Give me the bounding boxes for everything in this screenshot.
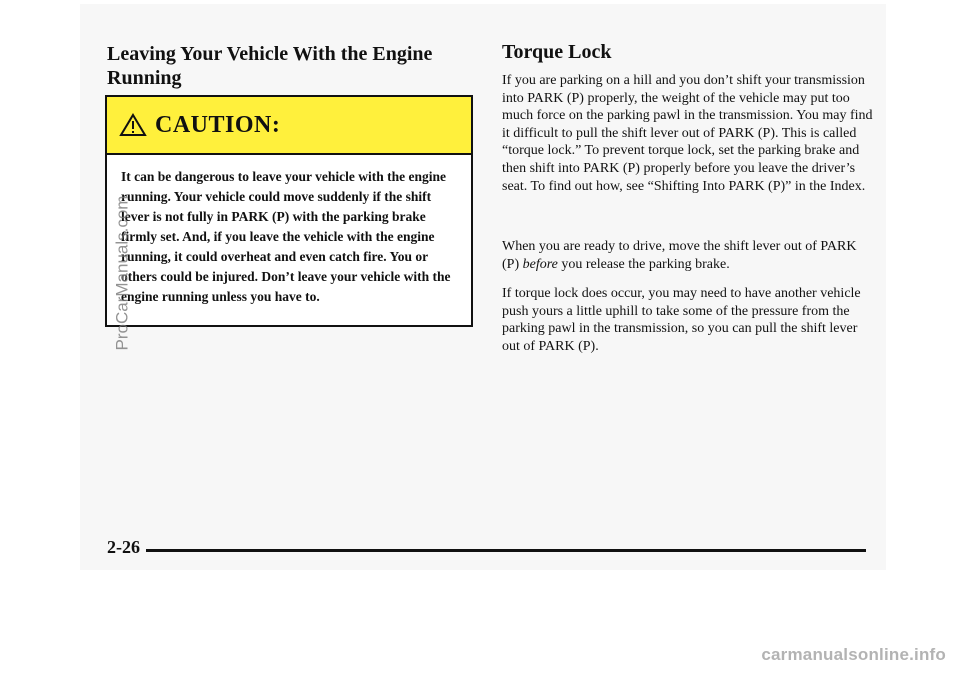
torque-lock-paragraph-1: If you are parking on a hill and you don’t shift your transmission into PARK (P) properly, the weight of the vehicle may put too much force on the parking pawl in the transmission. You may find it difficult to pull the shift lever out of PARK (P). This is called “torque lock.” To prevent torque lock, set the parking brake and then shift into PARK (P) properly before you leave the driver’s seat. To find out how, see “Shifting Into PARK (P)” in the Index. xyxy=(502,73,873,194)
site-watermark: carmanualsonline.info xyxy=(761,645,946,664)
torque-lock-paragraph-2 xyxy=(502,238,874,273)
caution-header xyxy=(107,97,471,155)
paragraph-2-after-text: you release the parking brake. xyxy=(557,256,730,272)
caution-text: It can be dangerous to leave your vehicle with the engine running. Your vehicle could move suddenly if the shift lever is not fully in PARK (P) with the parking brake firmly set. And, if you leave the vehicle with the engine running, it could overheat and even catch fire. You or others could be injured. Don’t leave your vehicle with the engine running unless you have to. xyxy=(121,169,451,304)
page-number: 2-26 xyxy=(107,537,140,557)
vertical-watermark-text: ProCarManuals.com xyxy=(112,195,132,351)
caution-title: CAUTION: xyxy=(155,111,281,138)
paragraph-2-before-text: When you are ready to drive, move the shift lever out of PARK (P) xyxy=(502,239,857,272)
warning-triangle-icon xyxy=(119,113,147,137)
section-heading-leaving-vehicle: Leaving Your Vehicle With the Engine Running xyxy=(107,43,433,89)
torque-lock-paragraph-3: If torque lock does occur, you may need to have another vehicle push yours a little uphill to take some of the pressure from the parking pawl in the transmission, so you can pull the shift lever out of PARK (P). xyxy=(502,286,861,354)
caution-box xyxy=(105,95,473,327)
vertical-watermark xyxy=(102,158,142,388)
section-heading-torque-lock: Torque Lock xyxy=(502,41,612,63)
footer-rule xyxy=(146,549,866,552)
paragraph-2-emphasis: before xyxy=(522,256,558,272)
